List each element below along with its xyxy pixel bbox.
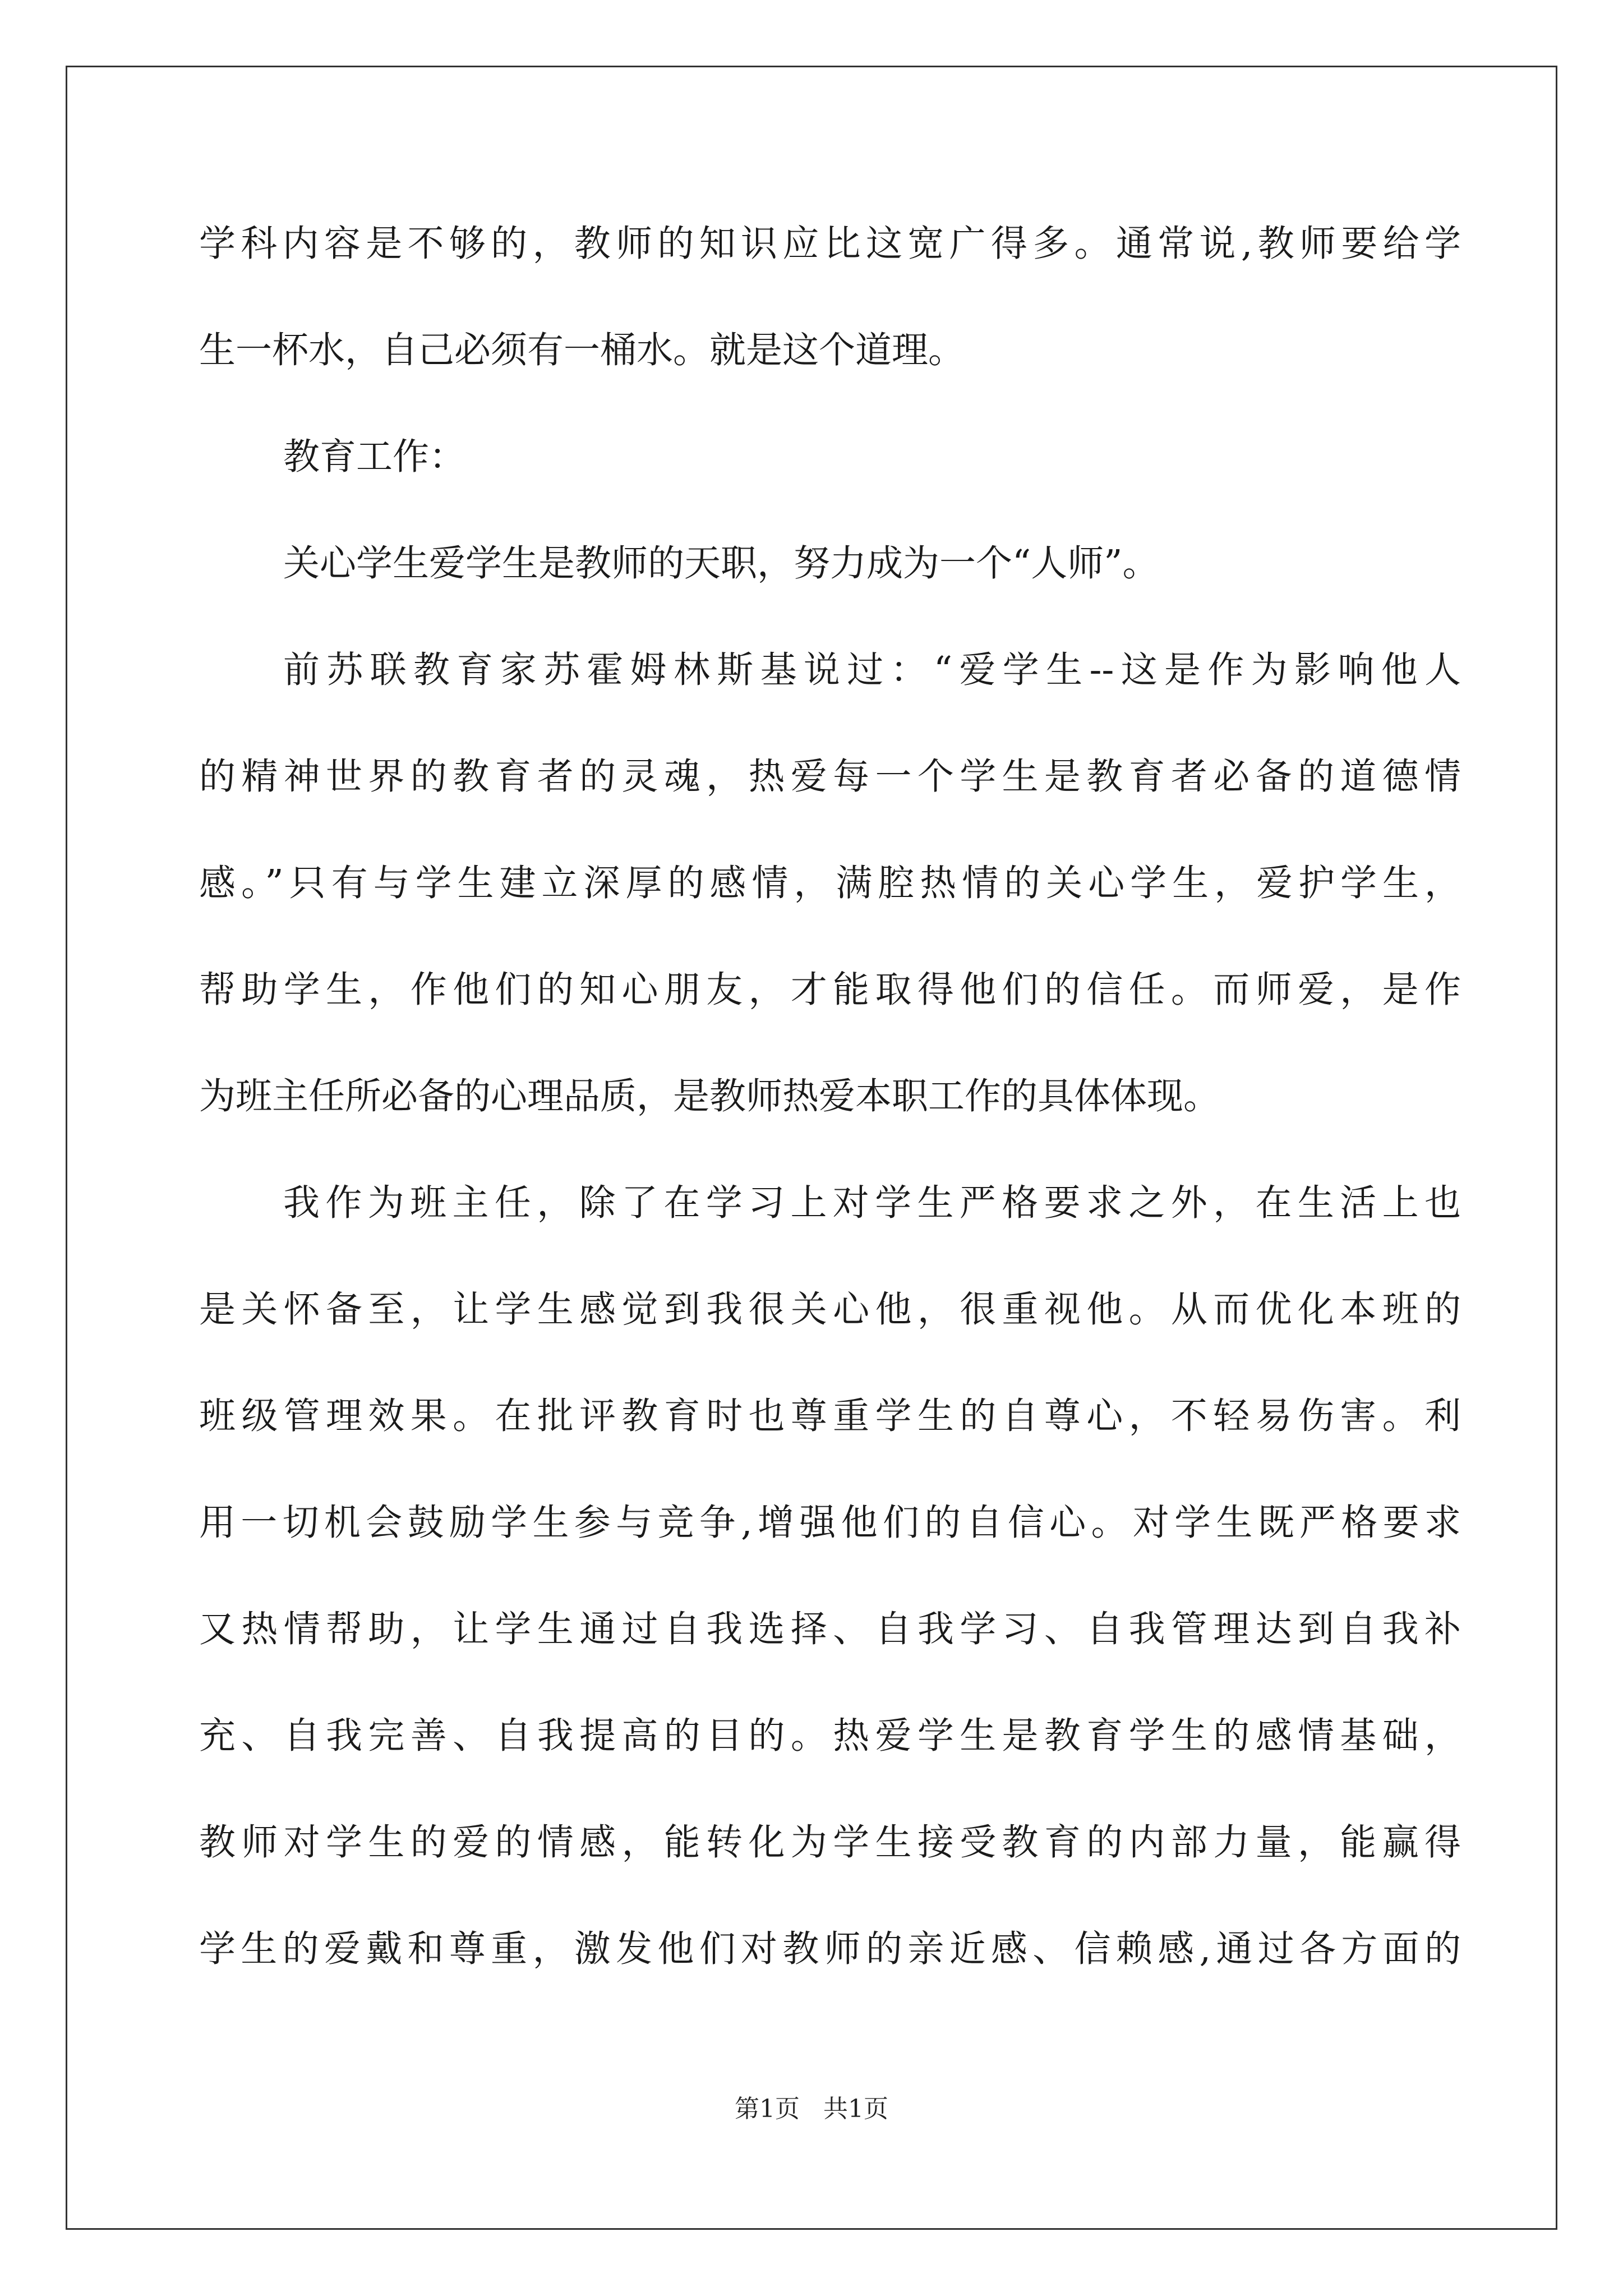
text-line: 为班主任所必备的心理品质，是教师热爱本职工作的具体体现。 xyxy=(199,1075,1220,1117)
text-line: 用一切机会鼓励学生参与竞争,增强他们的自信心。对学生既严格要求 xyxy=(199,1502,1461,1544)
text-line: 我作为班主任，除了在学习上对学生严格要求之外，在生活上也 xyxy=(283,1182,1461,1224)
page-number: 第1页 xyxy=(735,2095,800,2123)
text-line: 教师对学生的爱的情感，能转化为学生接受教育的内部力量，能赢得 xyxy=(199,1821,1461,1864)
text-line: 的精神世界的教育者的灵魂，热爱每一个学生是教育者必备的道德情 xyxy=(199,756,1461,798)
text-line: 前苏联教育家苏霍姆林斯基说过：“爱学生--这是作为影响他人 xyxy=(283,649,1461,691)
text-line: 充、自我完善、自我提高的目的。热爱学生是教育学生的感情基础， xyxy=(199,1715,1461,1757)
page-total: 共1页 xyxy=(823,2095,888,2123)
text-line: 关心学生爱学生是教师的天职，努力成为一个“人师”。 xyxy=(283,542,1159,585)
text-line: 又热情帮助，让学生通过自我选择、自我学习、自我管理达到自我补 xyxy=(199,1608,1461,1650)
section-heading: 教育工作： xyxy=(283,436,466,478)
text-line: 帮助学生，作他们的知心朋友，才能取得他们的信任。而师爱，是作 xyxy=(199,969,1461,1011)
document-body xyxy=(199,210,1461,2022)
page-footer xyxy=(0,2092,1623,2126)
text-line: 班级管理效果。在批评教育时也尊重学生的自尊心，不轻易伤害。利 xyxy=(199,1395,1461,1437)
text-line: 学生的爱戴和尊重，激发他们对教师的亲近感、信赖感,通过各方面的 xyxy=(199,1928,1461,1970)
text-line: 感。”只有与学生建立深厚的感情，满腔热情的关心学生，爱护学生， xyxy=(199,862,1461,904)
text-line: 生一杯水，自己必须有一桶水。就是这个道理。 xyxy=(199,329,965,371)
text-line: 学科内容是不够的，教师的知识应比这宽广得多。通常说,教师要给学 xyxy=(199,223,1461,265)
text-line: 是关怀备至，让学生感觉到我很关心他，很重视他。从而优化本班的 xyxy=(199,1289,1461,1331)
